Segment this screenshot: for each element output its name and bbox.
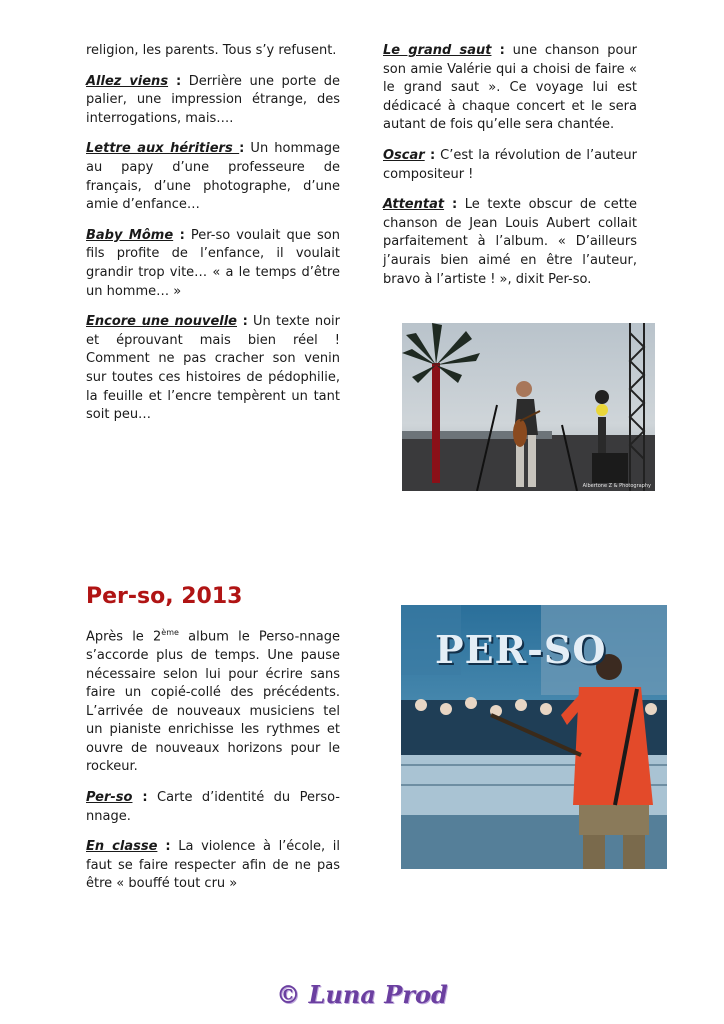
paragraph-baby-mome: Baby Môme : Per-so voulait que son fils profite de l’enfance, il voulait grandir trop vite… « a le temps d’être un homme… »: [86, 227, 340, 299]
paragraph-en-classe: En classe : La violence à l’école, il faut se faire respecter afin de ne pas être « bouffé tout cru »: [86, 839, 341, 892]
paragraph-intro: Après le 2ème album le Perso-nnage s’accorde plus de temps. Une pause nécessaire selon lui pour écrire sans faire un copié-collé des précédents. L’arrivée de nouveaux musiciens tel un pianiste enrichisse les rythmes et ouvre de nouveaux horizons pour le rockeur.: [86, 628, 341, 775]
paragraph-le-grand-saut: Le grand saut : une chanson pour son amie Valérie qui a choisi de faire « le grand saut ». Ce voyage lui est dédicacé à chaque concert et le sera autant de fois qu’elle sera chantée.: [383, 43, 637, 133]
concert-scene-illustration: [402, 323, 655, 491]
paragraph-allez-viens: Allez viens : Derrière une porte de palier, une impression étrange, des interrogations, mais….: [86, 73, 341, 126]
song-title-en-classe: En classe: [86, 839, 158, 855]
paragraph-religion: religion, les parents. Tous s’y refusent.: [86, 43, 337, 58]
song-title-allez-viens: Allez viens: [86, 73, 169, 89]
song-title-le-grand-saut: Le grand saut: [383, 43, 492, 58]
album-cover: [401, 605, 667, 869]
song-title-per-so: Per-so: [86, 790, 133, 806]
paragraph-oscar: Oscar : C’est la révolution de l’auteur compositeur !: [383, 147, 637, 182]
paragraph-lettre-aux-heritiers: Lettre aux héritiers : Un hommage au papy d’une professeure de français, d’une photographe, d’une amie d’enfance…: [86, 141, 340, 213]
paragraph-attentat: Attentat : Le texte obscur de cette chanson de Jean Louis Aubert collait parfaitement à l’album. « D’ailleurs j’aurais bien aimé en être l’auteur, bravo à l’artiste ! », dixit Per-so.: [383, 197, 637, 287]
song-title-lettre-aux-heritiers: Lettre aux héritiers: [86, 141, 240, 157]
paragraph-encore-une-nouvelle: Encore une nouvelle : Un texte noir et éprouvant mais bien réel ! Comment ne pas cracher son venin sur toutes ces histoires de pédophilie, la feuille et l’encre tempèrent un tant soit peu…: [86, 314, 340, 423]
right-column: [383, 42, 637, 301]
section2-column: [86, 624, 340, 906]
paragraph-per-so: Per-so : Carte d’identité du Perso-nnage.: [86, 790, 340, 824]
luna-prod-logo: © Luna Prod: [276, 980, 448, 1009]
section-title: Per-so, 2013: [86, 584, 243, 609]
album-title: PER-SO: [435, 627, 607, 672]
song-title-oscar: Oscar: [383, 147, 425, 163]
song-title-encore-une-nouvelle: Encore une nouvelle: [86, 314, 237, 330]
concert-photo: [402, 323, 655, 491]
photo-credit: Albertone Z & Photography: [582, 483, 651, 489]
song-title-baby-mome: Baby Môme: [86, 227, 174, 243]
song-title-attentat: Attentat: [383, 197, 445, 213]
left-column: [86, 42, 340, 437]
